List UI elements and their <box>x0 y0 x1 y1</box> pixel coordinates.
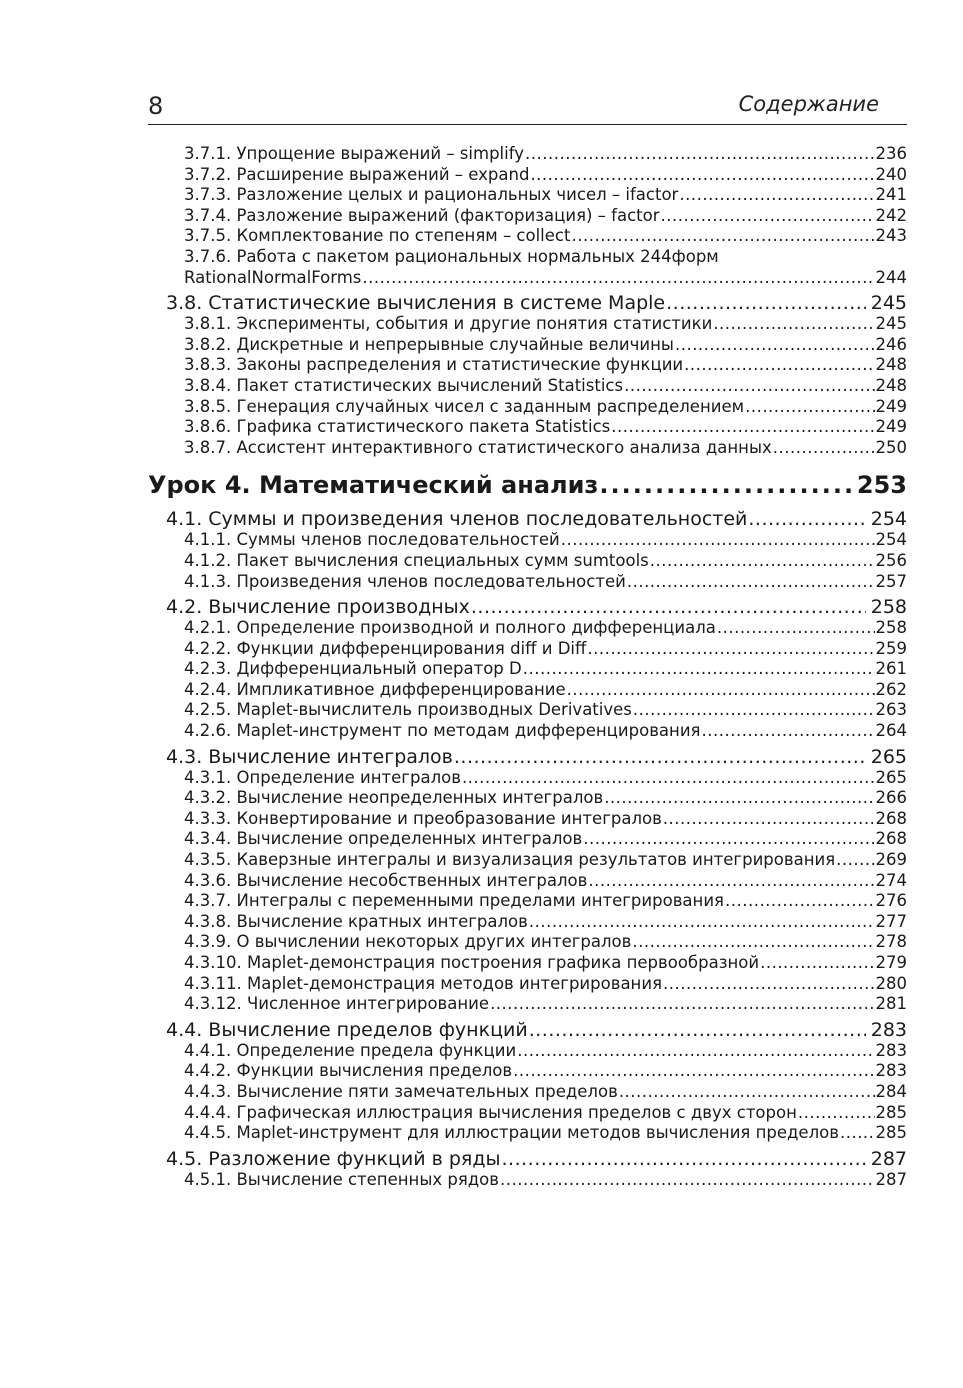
toc-entry-title: 3.7.3. Разложение целых и рациональных чисел – ifactor <box>184 185 679 205</box>
toc-entry-page: 259 <box>875 638 907 658</box>
toc-chapter-title: Урок 4. Математический анализ <box>148 471 599 500</box>
toc-entry-title: 3.7.1. Упрощение выражений – simplify <box>184 144 524 163</box>
toc-entry[interactable] <box>148 144 907 165</box>
toc-entry[interactable] <box>148 932 907 953</box>
leader-dots <box>748 508 865 530</box>
toc-entry[interactable] <box>148 1061 907 1082</box>
toc-chapter[interactable] <box>148 468 907 502</box>
toc-entry[interactable] <box>148 1082 907 1103</box>
toc-entry-page: 277 <box>875 911 907 931</box>
toc-entry-page: 258 <box>875 618 907 638</box>
toc-entry[interactable] <box>148 871 907 892</box>
toc-entry-title: 4.3.10. Maplet-демонстрация построения графика первообразной <box>184 953 760 972</box>
toc-entry-page: 281 <box>875 994 907 1014</box>
toc-chapter-page: 253 <box>856 471 907 500</box>
leader-dots <box>717 618 875 639</box>
toc-entry[interactable] <box>148 572 907 593</box>
table-of-contents <box>148 144 907 1190</box>
leader-dots <box>529 1019 866 1041</box>
toc-entry-title: 4.5.1. Вычисление степенных рядов <box>184 1169 499 1189</box>
toc-entry-page: 241 <box>875 185 907 205</box>
toc-entry-title: 4.4.3. Вычисление пяти замечательных пределов <box>184 1081 618 1101</box>
toc-section[interactable] <box>148 746 907 768</box>
leader-dots <box>490 994 874 1015</box>
toc-entry-title: 4.3.12. Численное интегрирование <box>184 994 490 1014</box>
toc-entry-page: 276 <box>875 891 907 911</box>
toc-entry-title: 4.3.7. Интегралы с переменными пределами интегрирования <box>184 891 724 911</box>
toc-entry-page: 242 <box>875 205 907 225</box>
toc-entry[interactable] <box>148 397 907 418</box>
leader-dots <box>517 1041 874 1062</box>
toc-entry-title: 4.3.1. Определение интегралов <box>184 767 461 787</box>
toc-entry-page: 244 <box>875 267 907 287</box>
leader-dots <box>604 788 874 809</box>
toc-entry-title: 3.8.1. Эксперименты, события и другие понятия статистики <box>184 314 713 334</box>
toc-entry[interactable] <box>148 530 907 551</box>
toc-section-page: 245 <box>870 292 907 315</box>
toc-entry-title: 3.8.7. Ассистент интерактивного статистического анализа данных <box>184 437 772 457</box>
toc-entry-title: 4.4.1. Определение предела функции <box>184 1040 517 1060</box>
leader-dots <box>627 572 875 593</box>
toc-entry[interactable] <box>148 268 907 289</box>
toc-entry-title: 4.2.4. Импликативное дифференцирование <box>184 679 566 699</box>
leader-dots <box>588 871 874 892</box>
toc-section-page: 283 <box>870 1018 907 1041</box>
toc-section-page: 287 <box>870 1147 907 1170</box>
leader-dots <box>650 551 875 572</box>
toc-section-title: 4.4. Вычисление пределов функций <box>166 1018 528 1041</box>
toc-entry[interactable] <box>148 680 907 701</box>
toc-entry-title: 4.2.2. Функции дифференцирования diff и Diff <box>184 638 587 658</box>
toc-section[interactable] <box>148 596 907 618</box>
toc-entry-title: 4.4.5. Maplet-инструмент для иллюстрации методов вычисления пределов <box>184 1123 839 1143</box>
toc-entry-page: 285 <box>875 1102 907 1122</box>
toc-entry[interactable] <box>148 1103 907 1124</box>
leader-dots <box>530 165 874 186</box>
leader-dots <box>525 144 875 165</box>
toc-entry-title: 4.2.3. Дифференциальный оператор D <box>184 659 522 679</box>
leader-dots <box>773 438 875 459</box>
leader-dots <box>611 417 874 438</box>
toc-entry-page: 261 <box>875 659 907 679</box>
leader-dots <box>675 335 875 356</box>
toc-entry-page: 279 <box>875 953 907 972</box>
toc-entry-title: 4.3.3. Конвертирование и преобразование интегралов <box>184 808 662 828</box>
toc-entry-page: 278 <box>875 932 907 952</box>
leader-dots <box>633 700 875 721</box>
toc-entry-title: 4.1.3. Произведения членов последовательностей <box>184 571 626 591</box>
leader-dots <box>362 268 874 289</box>
toc-entry-page: 254 <box>875 530 907 550</box>
leader-dots <box>684 355 874 376</box>
toc-entry[interactable] <box>148 809 907 830</box>
toc-entry-title: 4.4.4. Графическая иллюстрация вычисления пределов с двух сторон <box>184 1102 797 1122</box>
leader-dots <box>713 314 874 335</box>
leader-dots <box>561 530 875 551</box>
toc-entry-page: 245 <box>875 314 907 334</box>
toc-entry-title: 4.1.2. Пакет вычисления специальных сумм sumtools <box>184 550 649 570</box>
toc-entry[interactable] <box>148 618 907 639</box>
leader-dots <box>571 226 874 247</box>
toc-entry-page: 248 <box>875 355 907 375</box>
leader-dots <box>632 932 874 953</box>
toc-section-title: 3.8. Статистические вычисления в системе Maple <box>166 292 666 315</box>
toc-entry-page: 280 <box>875 973 907 993</box>
leader-dots <box>471 596 866 618</box>
running-title: Содержание <box>738 92 879 116</box>
toc-entry-page: 269 <box>875 850 907 870</box>
leader-dots <box>663 809 875 830</box>
leader-dots <box>624 376 874 397</box>
toc-entry[interactable] <box>148 355 907 376</box>
toc-entry[interactable] <box>148 768 907 789</box>
toc-section-page: 265 <box>870 745 907 768</box>
leader-dots <box>587 639 874 660</box>
leader-dots <box>666 292 866 314</box>
toc-entry-title: 4.3.2. Вычисление неопределенных интегралов <box>184 788 604 808</box>
toc-section[interactable] <box>148 1148 907 1170</box>
toc-section[interactable] <box>148 292 907 314</box>
leader-dots <box>798 1103 875 1124</box>
toc-entry-page: 266 <box>875 788 907 808</box>
toc-entry-page: 236 <box>875 144 907 163</box>
toc-entry[interactable] <box>148 994 907 1015</box>
toc-entry[interactable] <box>148 226 907 247</box>
leader-dots <box>836 850 874 871</box>
toc-entry-page: 287 <box>875 1169 907 1189</box>
toc-entry-title: RationalNormalForms <box>184 267 362 287</box>
toc-entry-title: 4.4.2. Функции вычисления пределов <box>184 1061 513 1081</box>
leader-dots <box>583 829 874 850</box>
toc-entry-title: 3.8.5. Генерация случайных чисел с заданным распределением <box>184 396 745 416</box>
toc-entry[interactable] <box>148 376 907 397</box>
toc-entry-title: 4.3.6. Вычисление несобственных интегралов <box>184 870 588 890</box>
toc-entry-title: 4.3.9. О вычислении некоторых других интегралов <box>184 932 632 952</box>
toc-entry[interactable] <box>148 891 907 912</box>
toc-entry-page: 250 <box>875 437 907 457</box>
toc-entry-page: 283 <box>875 1040 907 1060</box>
page-header <box>148 90 907 125</box>
toc-entry-page: 262 <box>875 679 907 699</box>
toc-entry-title: 4.3.8. Вычисление кратных интегралов <box>184 911 528 931</box>
toc-entry-title: 3.8.3. Законы распределения и статистические функции <box>184 355 684 375</box>
toc-entry-wrapped-line: 3.7.6. Работа с пакетом рациональных нормальных 244форм <box>184 246 719 266</box>
toc-entry-page: 240 <box>875 164 907 184</box>
leader-dots <box>760 953 874 974</box>
leader-dots <box>599 468 856 502</box>
leader-dots <box>661 206 875 227</box>
toc-entry[interactable] <box>148 659 907 680</box>
toc-entry-page: 285 <box>875 1123 907 1143</box>
toc-entry[interactable] <box>148 165 907 186</box>
leader-dots <box>619 1082 875 1103</box>
toc-entry-page: 284 <box>875 1081 907 1101</box>
toc-entry[interactable] <box>148 850 907 871</box>
leader-dots <box>679 185 874 206</box>
toc-section-title: 4.1. Суммы и произведения членов последовательностей <box>166 508 748 531</box>
toc-entry-page: 268 <box>875 808 907 828</box>
leader-dots <box>500 1170 875 1191</box>
toc-entry[interactable] <box>148 417 907 438</box>
toc-entry-title: 4.2.1. Определение производной и полного дифференциала <box>184 618 716 638</box>
toc-entry-page: 274 <box>875 870 907 890</box>
toc-entry[interactable] <box>148 206 907 227</box>
toc-entry-title: 3.7.2. Расширение выражений – expand <box>184 164 530 184</box>
toc-entry-title: 3.7.5. Комплектование по степеням – collect <box>184 226 571 246</box>
toc-entry-title: 4.3.4. Вычисление определенных интегралов <box>184 829 583 849</box>
toc-entry-page: 246 <box>875 334 907 354</box>
toc-section-page: 258 <box>870 596 907 619</box>
toc-entry[interactable] <box>148 335 907 356</box>
toc-entry-page: 268 <box>875 829 907 849</box>
toc-section[interactable] <box>148 1019 907 1041</box>
toc-entry[interactable] <box>148 829 907 850</box>
toc-entry[interactable] <box>148 721 907 742</box>
toc-entry-title: 4.2.6. Maplet-инструмент по методам дифференцирования <box>184 721 701 741</box>
toc-entry-title: 3.8.6. Графика статистического пакета Statistics <box>184 417 611 437</box>
toc-entry-page: 249 <box>875 417 907 437</box>
toc-entry[interactable] <box>148 700 907 721</box>
toc-entry-title: 3.8.2. Дискретные и непрерывные случайные величины <box>184 334 674 354</box>
toc-entry-title: 3.7.4. Разложение выражений (факторизация) – factor <box>184 205 660 225</box>
toc-entry[interactable] <box>148 438 907 459</box>
toc-entry[interactable] <box>148 1041 907 1062</box>
toc-entry-page: 265 <box>875 767 907 787</box>
toc-entry-title: 3.8.4. Пакет статистических вычислений Statistics <box>184 375 624 395</box>
toc-entry-title: 4.3.11. Maplet-демонстрация методов интегрирования <box>184 973 662 993</box>
toc-entry-page: 243 <box>875 226 907 246</box>
toc-entry[interactable] <box>148 953 907 974</box>
toc-entry-page: 256 <box>875 550 907 570</box>
toc-entry-page: 257 <box>875 571 907 591</box>
leader-dots <box>462 768 875 789</box>
toc-entry-page: 249 <box>875 396 907 416</box>
toc-entry[interactable] <box>148 639 907 660</box>
toc-entry[interactable] <box>148 551 907 572</box>
leader-dots <box>523 659 875 680</box>
toc-entry-page: 283 <box>875 1061 907 1081</box>
toc-section-title: 4.3. Вычисление интегралов <box>166 745 453 768</box>
toc-entry[interactable] <box>148 974 907 995</box>
toc-entry[interactable] <box>148 185 907 206</box>
toc-entry[interactable] <box>148 788 907 809</box>
toc-entry-title: 4.3.5. Каверзные интегралы и визуализация результатов интегрирования <box>184 850 836 870</box>
toc-entry[interactable] <box>148 314 907 335</box>
page-number: 8 <box>148 92 164 120</box>
leader-dots <box>529 912 875 933</box>
leader-dots <box>745 397 874 418</box>
toc-entry[interactable] <box>148 1123 907 1144</box>
toc-entry-title: 4.1.1. Суммы членов последовательностей <box>184 530 560 550</box>
toc-entry[interactable] <box>148 1170 907 1191</box>
leader-dots <box>701 721 874 742</box>
leader-dots <box>567 680 875 701</box>
toc-section-title: 4.2. Вычисление производных <box>166 596 470 619</box>
toc-entry-page: 248 <box>875 375 907 395</box>
toc-entry[interactable] <box>148 912 907 933</box>
toc-entry-page: 264 <box>875 721 907 741</box>
toc-section-page: 254 <box>870 508 907 531</box>
leader-dots <box>502 1148 866 1170</box>
toc-entry-title: 4.2.5. Maplet-вычислитель производных Derivatives <box>184 700 632 720</box>
leader-dots <box>513 1061 874 1082</box>
leader-dots <box>840 1123 875 1144</box>
leader-dots <box>725 891 875 912</box>
leader-dots <box>663 974 875 995</box>
toc-section[interactable] <box>148 508 907 530</box>
toc-section-title: 4.5. Разложение функций в ряды <box>166 1147 501 1170</box>
toc-entry-page: 263 <box>875 700 907 720</box>
leader-dots <box>454 746 866 768</box>
